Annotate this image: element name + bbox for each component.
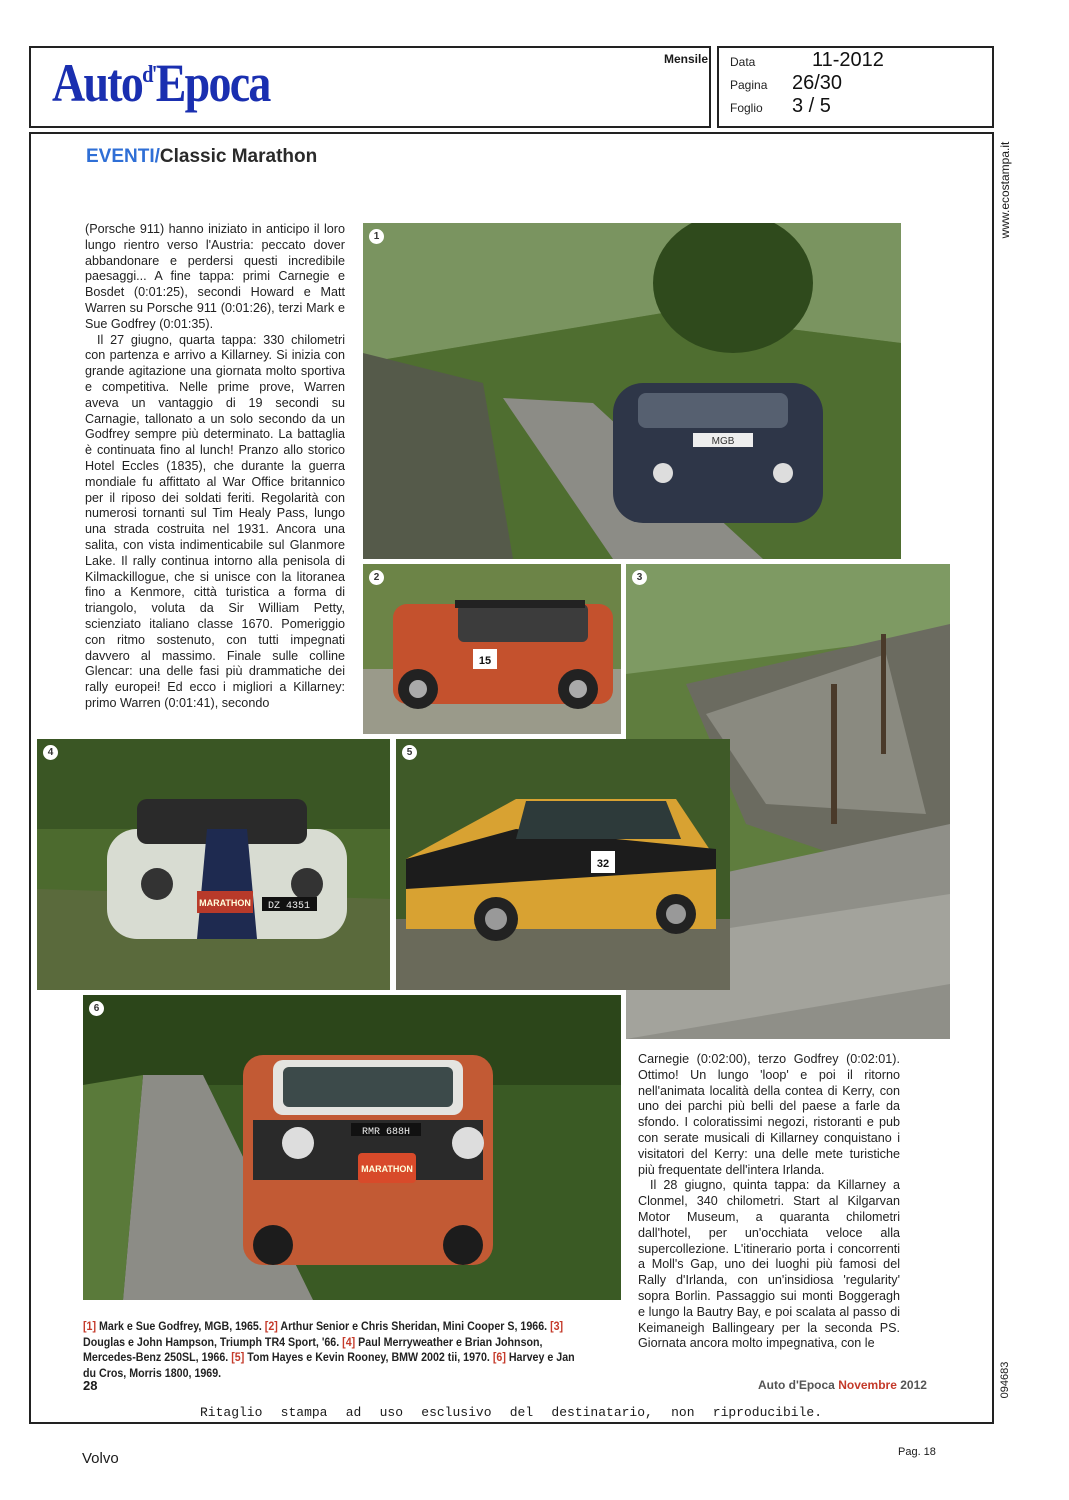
caption-text: Paul Merryweather e Brian Johnson, Mercedes-Benz 250SL, 1966.: [83, 1335, 543, 1364]
caption-number: [1]: [83, 1320, 97, 1333]
section-category: EVENTI/: [86, 146, 160, 167]
section-title: [86, 146, 317, 168]
section-name: Classic Marathon: [159, 146, 318, 167]
paragraph: Il 27 giugno, quarta tappa: 330 chilometri con partenza e arrivo a Killarney. Si inizia con grande agitazione una giornata molto sportiva e competitiva. Nelle prime prove, Warren aveva un vantaggio di 19 secondi su Carnagie, tallonato a un solo secondo da un Godfrey sempre più determinato. La battaglia è continuata fino al lunch! Pranzo allo storico Hotel Eccles (1835), che durante la guerra mondiale fu affittato al War Office britannico per il riposo dei soldati feriti. Regolarità con numerosi tornanti sul Tim Healy Pass, lungo una strada costruita nel 1931. Ancora una salita, con vista indimenticabile sul Glanmore Lake. Il rally continua intorno alla penisola di Kilmackillogue, che si unisce con la litoranea fino a Kenmore, città turistica a forma di triangolo, voluta da Sir William Petty, scienziato italiano classe 1670. Pomeriggio con ritmo sostenuto, con tutti impegnati davvero al massimo. Finale sulle colline Glencar: una delle fasi più drammatiche dei rally europei! Ed ecco i migliori a Killarney: primo Warren (0:01:41), secondo: [85, 332, 345, 710]
caption-number: [2]: [264, 1320, 278, 1333]
paragraph: (Porsche 911) hanno iniziato in anticipo il loro lungo rientro verso l'Austria: peccato dover abbandonare e perdersi questi incredibile paesaggi... A fine tappa: primi Carnegie e Bosdet (0:01:25), secondi Howard e Matt Warren su Porsche 911 (0:01:26), terzi Mark e Sue Godfrey (0:01:35).: [85, 222, 345, 331]
foglio-label: Foglio: [730, 101, 763, 115]
caption-number: [4]: [342, 1335, 356, 1349]
caption-number: [3]: [550, 1320, 564, 1333]
rally-badge: MARATHON: [361, 1164, 413, 1174]
caption-text: Tom Hayes e Kevin Rooney, BMW 2002 tii, 1970.: [244, 1351, 493, 1364]
rally-badge: MARATHON: [199, 898, 251, 908]
caption-number: [5]: [231, 1351, 245, 1364]
photo-captions: [83, 1319, 580, 1381]
client-name: Volvo: [82, 1450, 119, 1467]
document-page: Pag. 18: [898, 1446, 936, 1458]
photo-number: 4: [43, 745, 58, 760]
page-number: 28: [83, 1378, 98, 1393]
race-number: 32: [596, 858, 610, 870]
caption-text: Mark e Sue Godfrey, MGB, 1965.: [96, 1320, 265, 1333]
data-value: 11-2012: [812, 49, 884, 71]
photo-morris: [83, 995, 621, 1300]
race-number: 15: [478, 655, 492, 667]
photo-number: 5: [402, 745, 417, 760]
side-url: www.ecostampa.it: [998, 141, 1012, 239]
photo-mercedes: [37, 739, 390, 990]
article-column-2: [638, 1052, 900, 1352]
photo-number: 1: [369, 229, 384, 244]
photo-mini-cooper: [363, 564, 621, 734]
data-label: Data: [730, 55, 756, 69]
pagina-value: 26/30: [792, 72, 843, 94]
frequency-label: Mensile: [664, 52, 709, 66]
side-code: 094683: [999, 1361, 1011, 1399]
car-plate: RMR 688H: [361, 1127, 411, 1138]
photo-mgb: [363, 223, 901, 559]
photo-number: 3: [632, 570, 647, 585]
caption-text: Arthur Senior e Chris Sheridan, Mini Cooper S, 1966.: [277, 1320, 551, 1333]
photo-number: 6: [89, 1001, 104, 1016]
foglio-value: 3 / 5: [792, 95, 831, 117]
caption-number: [6]: [492, 1351, 506, 1364]
caption-text: Douglas e John Hampson, Triumph TR4 Sport, '66.: [83, 1335, 343, 1349]
pagina-label: Pagina: [730, 78, 768, 92]
photo-bmw: [396, 739, 730, 990]
caption-text: Harvey e Jan du Cros, Morris 1800, 1969.: [83, 1351, 575, 1380]
photo-number: 2: [369, 570, 384, 585]
article-column-1: [85, 222, 345, 712]
paragraph: Carnegie (0:02:00), terzo Godfrey (0:02:01). Ottimo! Un lungo 'loop' e poi il ritorno nell'animata località della contea di Kerry, con uno dei parchi più belli del paese a farle da sfondo. I coloratissimi negozi, ristoranti e pub con serate musicali di Killarney conquistano i visitatori del Kerry: una delle mete turistiche più frequentate dell'intera Irlanda.: [638, 1052, 900, 1177]
footer-magazine: Auto d'Epoca Novembre 2012: [758, 1378, 927, 1392]
usage-notice: Ritaglio stampa ad uso esclusivo del destinatario, non riproducibile.: [200, 1405, 822, 1420]
paragraph: Il 28 giugno, quinta tappa: da Killarney a Clonmel, 340 chilometri. Start al Kilgarvan Motor Museum, a quaranta chilometri dall'hotel, per un'occhiata veloce alla supercollezione. L'itinerario porta i concorrenti a Moll's Gap, uno dei luoghi più famosi del Rally d'Irlanda, con un'insidiosa 'regularity' sopra Borlin. Passaggio sui monti Boggeragh e lungo la Bautry Bay, e poi scalata al passo di Keimaneigh Ballingeary per la seconda PS. Giornata ancora molto impegnativa, con le: [638, 1178, 900, 1351]
car-plate: DZ 4351: [267, 901, 311, 912]
car-plate: MGB: [711, 436, 735, 447]
magazine-logo: Auto$^{d'}$Epoca: [52, 53, 270, 113]
